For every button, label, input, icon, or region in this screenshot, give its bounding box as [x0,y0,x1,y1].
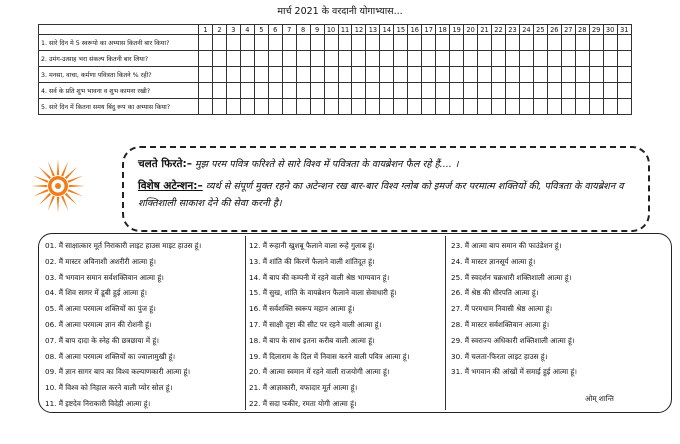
walking-text: मुझ परम पवित्र फरिश्ते से सारे विश्व में पवित्रता के वायब्रेशन फैल रहे हैं.... । [195,159,459,170]
sun-ray [57,159,59,175]
tracker-cell[interactable] [338,35,352,51]
tracker-cell[interactable] [464,35,478,51]
tracker-cell[interactable] [380,83,394,99]
tracker-cell[interactable] [575,83,589,99]
tracker-cell[interactable] [282,67,296,83]
day-header: 13 [366,25,380,35]
day-header: 31 [617,25,631,35]
day-header: 16 [408,25,422,35]
tracker-cell[interactable] [366,35,380,51]
signoff-text: ओम् शान्ति [585,394,614,403]
tracker-cell[interactable] [394,67,408,83]
tracker-cell[interactable] [324,99,338,115]
sun-ray [57,197,59,213]
tracker-cell[interactable] [492,35,506,51]
sun-ray [68,176,83,183]
day-header: 26 [547,25,561,35]
column-divider [445,236,446,410]
affirmation-item: 22. मैं सदा फकीर, रमता योगी आत्मा हूं। [249,398,357,408]
day-header: 6 [268,25,282,35]
tracker-cell[interactable] [394,99,408,115]
tracker-cell[interactable] [589,67,603,83]
tracker-cell[interactable] [450,99,464,115]
tracker-cell[interactable] [408,67,422,83]
tracker-cell[interactable] [561,83,575,99]
tracker-cell[interactable] [324,35,338,51]
tracker-cell[interactable] [478,67,492,83]
tracker-cell[interactable] [450,67,464,83]
tracker-cell[interactable] [310,99,324,115]
tracker-cell[interactable] [575,67,589,83]
tracker-cell[interactable] [492,83,506,99]
question-label: 3. मनसा, वाचा, कर्मणा पवित्रता कितने % रही? [39,67,199,83]
affirmation-column-1 [45,238,245,412]
tracker-cell[interactable] [380,35,394,51]
tracker-cell[interactable] [561,35,575,51]
tracker-cell[interactable] [505,67,519,83]
day-header: 15 [394,25,408,35]
tracker-cell[interactable] [422,35,436,51]
tracker-cell[interactable] [617,51,631,67]
tracker-cell[interactable] [282,51,296,67]
question-label: 5. सारे दिन में कितना समय बिंदु रूप का अभ्यास किया? [39,99,199,115]
tracker-cell[interactable] [408,99,422,115]
affirmation-item: 28. मैं मास्टर सर्वशक्तिवान आत्मा हूं। [451,319,550,329]
sun-ray [39,193,51,205]
tracker-cell[interactable] [547,99,561,115]
tracker-cell[interactable] [268,35,282,51]
tracker-cell[interactable] [310,83,324,99]
sun-ray [33,176,48,183]
tracker-cell[interactable] [310,67,324,83]
tracker-row [39,83,632,99]
tracker-cell[interactable] [450,35,464,51]
tracker-cell[interactable] [282,35,296,51]
affirmation-item: 21. मैं आज्ञाकारी, वफादार मूर्त आत्मा हूं। [249,383,358,393]
day-header: 7 [282,25,296,35]
tracker-cell[interactable] [575,99,589,115]
day-header: 18 [436,25,450,35]
tracker-cell[interactable] [310,51,324,67]
tracker-cell[interactable] [547,67,561,83]
tracker-cell[interactable] [212,35,226,51]
affirmation-item: 06. मैं आत्मा परमात्म ज्ञान की रोशनी हूं। [45,319,152,329]
tracker-cell[interactable] [268,83,282,99]
tracker-cell[interactable] [505,35,519,51]
sun-ray [33,189,48,196]
tracker-cell[interactable] [380,99,394,115]
tracker-cell[interactable] [450,83,464,99]
tracker-cell[interactable] [296,99,310,115]
tracker-cell[interactable] [366,51,380,67]
tracker-cell[interactable] [561,51,575,67]
tracker-cell[interactable] [380,51,394,67]
tracker-cell[interactable] [505,51,519,67]
tracker-cell[interactable] [324,67,338,83]
question-label: 1. सारे दिन मे 5 स्वरूपो का अभ्यास कितनी बार किया? [39,35,199,51]
tracker-cell[interactable] [199,67,213,83]
affirmation-item: 05. मैं आत्मा परमात्म शक्तियों का पुंज हूं। [45,304,156,314]
affirmation-list [38,233,672,413]
tracker-cell[interactable] [464,83,478,99]
tracker-cell[interactable] [394,83,408,99]
tracker-cell[interactable] [533,99,547,115]
tracker-cell[interactable] [366,99,380,115]
tracker-cell[interactable] [226,83,240,99]
tracker-cell[interactable] [519,51,533,67]
tracker-cell[interactable] [212,83,226,99]
tracker-cell[interactable] [464,67,478,83]
affirmation-item: 09. मैं ज्ञान सागर बाप का विश्व कल्याणकारी आत्मा हूं। [45,367,191,377]
affirmation-item: 27. मैं परमधाम निवासी श्रेष्ठ आत्मा हूं। [451,304,553,314]
tracker-cell[interactable] [352,83,366,99]
tracker-cell[interactable] [254,99,268,115]
tracker-cell[interactable] [296,83,310,99]
tracker-cell[interactable] [575,51,589,67]
affirmation-item: 31. मैं भगवान की आंखों में समाई हुई आत्मा हूं। [451,367,577,377]
tracker-cell[interactable] [561,67,575,83]
page-title: मार्च 2021 के वरदानी योगाभ्यास... [277,6,403,17]
day-header: 10 [324,25,338,35]
day-header: 3 [226,25,240,35]
question-label: 4. सर्व के प्रति शुभ भावना व शुभ कामना रखी? [39,83,199,99]
tracker-cell[interactable] [212,51,226,67]
affirmation-item: 23. मैं आत्मा बाप समान की फाउंडेशन हूं। [451,241,562,250]
affirmation-item: 04. मैं शिव सागर में डूबी हुई आत्मा हूं। [45,288,147,298]
day-header: 8 [296,25,310,35]
tracker-cell[interactable] [338,67,352,83]
tracker-cell[interactable] [338,51,352,67]
tracker-cell[interactable] [212,67,226,83]
tracker-cell[interactable] [310,35,324,51]
tracker-cell[interactable] [422,67,436,83]
tracker-cell[interactable] [199,51,213,67]
affirmation-item: 08. मैं आत्मा परमात्म शक्तियों का ज्वालामुखी हूं। [45,351,176,361]
tracker-cell[interactable] [422,83,436,99]
tracker-cell[interactable] [533,67,547,83]
tracker-cell[interactable] [408,35,422,51]
tracker-cell[interactable] [199,99,213,115]
header-blank-cell [39,25,199,35]
tracker-cell[interactable] [199,35,213,51]
tracker-cell[interactable] [436,83,450,99]
tracker-cell[interactable] [547,83,561,99]
tracker-cell[interactable] [519,83,533,99]
tracker-cell[interactable] [603,83,617,99]
affirmation-item: 07. मैं बाप दादा के स्नेह की छत्रछाया में हूं। [45,335,159,345]
tracker-cell[interactable] [589,51,603,67]
tracker-cell[interactable] [296,35,310,51]
tracker-cell[interactable] [436,51,450,67]
affirmation-item: 24. मैं मास्टर ज्ञानसूर्य आत्मा हूं। [451,256,536,266]
sun-ray [69,185,85,187]
tracker-cell[interactable] [519,67,533,83]
affirmation-item: 29. मैं स्वराज्य अधिकारी शक्तिशाली आत्मा हूं। [451,335,575,345]
affirmation-item: 14. मैं बाप की कम्पनी में रहने वाली श्रेष्ठ भाग्यवान हूं। [249,272,390,282]
tracker-cell[interactable] [240,99,254,115]
sun-ray [68,189,83,196]
tracker-cell[interactable] [533,51,547,67]
sun-ray [48,161,55,176]
tracker-cell[interactable] [352,99,366,115]
tracker-cell[interactable] [478,83,492,99]
day-header: 24 [519,25,533,35]
tracker-cell[interactable] [617,83,631,99]
column-divider [245,236,246,410]
affirmation-item: 19. मैं दिलाराम के दिल में निवास करने वाली पवित्र आत्मा हूं। [249,351,410,361]
affirmation-item: 13. मैं शांति की किरणें फैलाने वाली शांतिदूत हूं। [249,256,375,266]
attention-label: विशेष अटेन्शन:– [138,180,203,192]
tracker-cell[interactable] [436,35,450,51]
tracker-cell[interactable] [268,99,282,115]
tracker-cell[interactable] [492,99,506,115]
affirmation-item: 03. मैं भगवान समान सर्वशक्तिवान आत्मा हूं। [45,272,164,282]
tracker-cell[interactable] [282,83,296,99]
affirmation-item: 01. मैं साक्षात्कार मूर्त निराकारी लाइट हाउस माइट हाउस हूं। [45,241,202,250]
tracker-cell[interactable] [589,35,603,51]
tracker-cell[interactable] [603,51,617,67]
tracker-cell[interactable] [338,83,352,99]
sun-ray [39,167,51,179]
question-label: 2. उमंग-उत्साह भरा संकल्प कितनी बार लिया? [39,51,199,67]
day-header: 25 [533,25,547,35]
attention-text: व्यर्थ से संपूर्ण मुक्त रहने का अटेन्शन रख बार-बार विश्व ग्लोब को इमर्ज कर परमात्म शक्तियों की, पवित्रता के वायब्रेशन व शक्तिशाली साकाश देने की सेवा करनी है। [138,181,624,209]
tracker-cell[interactable] [603,67,617,83]
sun-ray [65,193,77,205]
tracker-cell[interactable] [603,35,617,51]
tracker-cell[interactable] [199,83,213,99]
practice-tracker-table [38,24,632,115]
tracker-cell[interactable] [533,83,547,99]
tracker-cell[interactable] [394,51,408,67]
day-header: 2 [212,25,226,35]
tracker-cell[interactable] [478,35,492,51]
tracker-cell[interactable] [296,67,310,83]
affirmation-item: 11. मैं इष्टदेव निराकारी विदेही आत्मा हूं। [45,398,151,408]
sun-ray [65,167,77,179]
tracker-cell[interactable] [226,35,240,51]
tracker-cell[interactable] [547,51,561,67]
sun-ray [61,161,68,176]
tracker-cell[interactable] [254,51,268,67]
sun-emblem-icon [30,158,86,214]
affirmation-item: 20. मैं आत्मा स्वमान में रहने वाली राजयोगी आत्मा हूं। [249,367,390,377]
tracker-cell[interactable] [240,83,254,99]
tracker-cell[interactable] [422,99,436,115]
tracker-cell[interactable] [464,99,478,115]
attention-message [138,178,643,212]
tracker-cell[interactable] [296,51,310,67]
day-header: 22 [492,25,506,35]
tracker-cell[interactable] [338,99,352,115]
tracker-cell[interactable] [352,35,366,51]
tracker-cell[interactable] [547,35,561,51]
tracker-cell[interactable] [240,67,254,83]
day-header: 1 [199,25,213,35]
tracker-cell[interactable] [603,99,617,115]
tracker-cell[interactable] [268,67,282,83]
day-header: 20 [464,25,478,35]
day-header: 23 [505,25,519,35]
tracker-cell[interactable] [478,51,492,67]
tracker-cell[interactable] [436,67,450,83]
day-header: 28 [575,25,589,35]
day-header: 9 [310,25,324,35]
tracker-cell[interactable] [617,35,631,51]
tracker-cell[interactable] [254,83,268,99]
tracker-cell[interactable] [408,83,422,99]
tracker-cell[interactable] [464,51,478,67]
day-header: 29 [589,25,603,35]
affirmation-item: 12. मैं रूहानी खुशबू फैलाने वाला रूहे गुलाब हूं। [249,241,375,250]
tracker-cell[interactable] [226,67,240,83]
tracker-cell[interactable] [505,99,519,115]
affirmation-item: 30. मैं चलता-फिरता लाइट हाउस हूं। [451,351,548,361]
tracker-cell[interactable] [478,99,492,115]
day-header: 5 [254,25,268,35]
tracker-cell[interactable] [575,35,589,51]
tracker-cell[interactable] [282,99,296,115]
tracker-cell[interactable] [589,99,603,115]
tracker-row [39,35,632,51]
tracker-cell[interactable] [254,67,268,83]
tracker-cell[interactable] [240,35,254,51]
sun-ray [61,196,68,211]
tracker-cell[interactable] [366,83,380,99]
day-header: 4 [240,25,254,35]
tracker-cell[interactable] [617,99,631,115]
sun-ray [31,185,47,187]
tracker-cell[interactable] [436,99,450,115]
tracker-cell[interactable] [617,67,631,83]
tracker-row [39,99,632,115]
day-header: 30 [603,25,617,35]
tracker-cell[interactable] [212,99,226,115]
tracker-cell[interactable] [533,35,547,51]
walking-message [138,156,643,173]
day-header: 27 [561,25,575,35]
tracker-cell[interactable] [492,67,506,83]
tracker-cell[interactable] [450,51,464,67]
tracker-cell[interactable] [240,51,254,67]
tracker-cell[interactable] [380,67,394,83]
affirmation-item: 10. मैं विश्व को निहाल करने वाली प्योर सोल हूं। [45,383,173,393]
day-header: 14 [380,25,394,35]
tracker-cell[interactable] [324,83,338,99]
message-box [122,146,650,232]
tracker-cell[interactable] [519,35,533,51]
tracker-row [39,51,632,67]
tracker-cell[interactable] [505,83,519,99]
tracker-cell[interactable] [408,51,422,67]
affirmation-item: 26. मैं श्रेष्ठ की धीरपति आत्मा हूं। [451,288,539,298]
tracker-cell[interactable] [352,67,366,83]
tracker-cell[interactable] [394,35,408,51]
walking-label: चलते फिरते:– [138,158,192,170]
tracker-cell[interactable] [366,67,380,83]
tracker-cell[interactable] [324,51,338,67]
affirmation-item: 16. मैं सर्वशक्ति स्वरूप महान आत्मा हूं। [249,304,355,314]
day-header: 21 [478,25,492,35]
day-header: 11 [338,25,352,35]
affirmation-column-2 [249,238,445,412]
sun-ray [48,196,55,211]
tracker-cell[interactable] [519,99,533,115]
affirmation-column-3 [451,238,665,380]
affirmation-item: 15. मैं सुख, शांति के वायब्रेशन फैलाने वाला सेवाधारी हूं। [249,288,397,298]
tracker-cell[interactable] [492,51,506,67]
affirmation-item: 25. मैं स्वदर्शन चक्रधारी शक्तिशाली आत्मा हूं। [451,272,572,282]
tracker-cell[interactable] [422,51,436,67]
affirmation-item: 17. मैं साक्षी दृष्टा की सीट पर रहने वाली आत्मा हूं। [249,319,382,329]
day-header: 19 [450,25,464,35]
tracker-cell[interactable] [352,51,366,67]
affirmation-item: 02. मैं मास्टर अविनाशी अशरीरी आत्मा हूं। [45,256,156,266]
tracker-cell[interactable] [589,83,603,99]
affirmation-item: 18. मैं बाप के साथ इतना करीब वाली आत्मा हूं। [249,335,375,345]
tracker-cell[interactable] [226,51,240,67]
tracker-cell[interactable] [561,99,575,115]
tracker-cell[interactable] [268,51,282,67]
tracker-cell[interactable] [254,35,268,51]
tracker-row [39,67,632,83]
day-header: 12 [352,25,366,35]
tracker-cell[interactable] [226,99,240,115]
day-header: 17 [422,25,436,35]
